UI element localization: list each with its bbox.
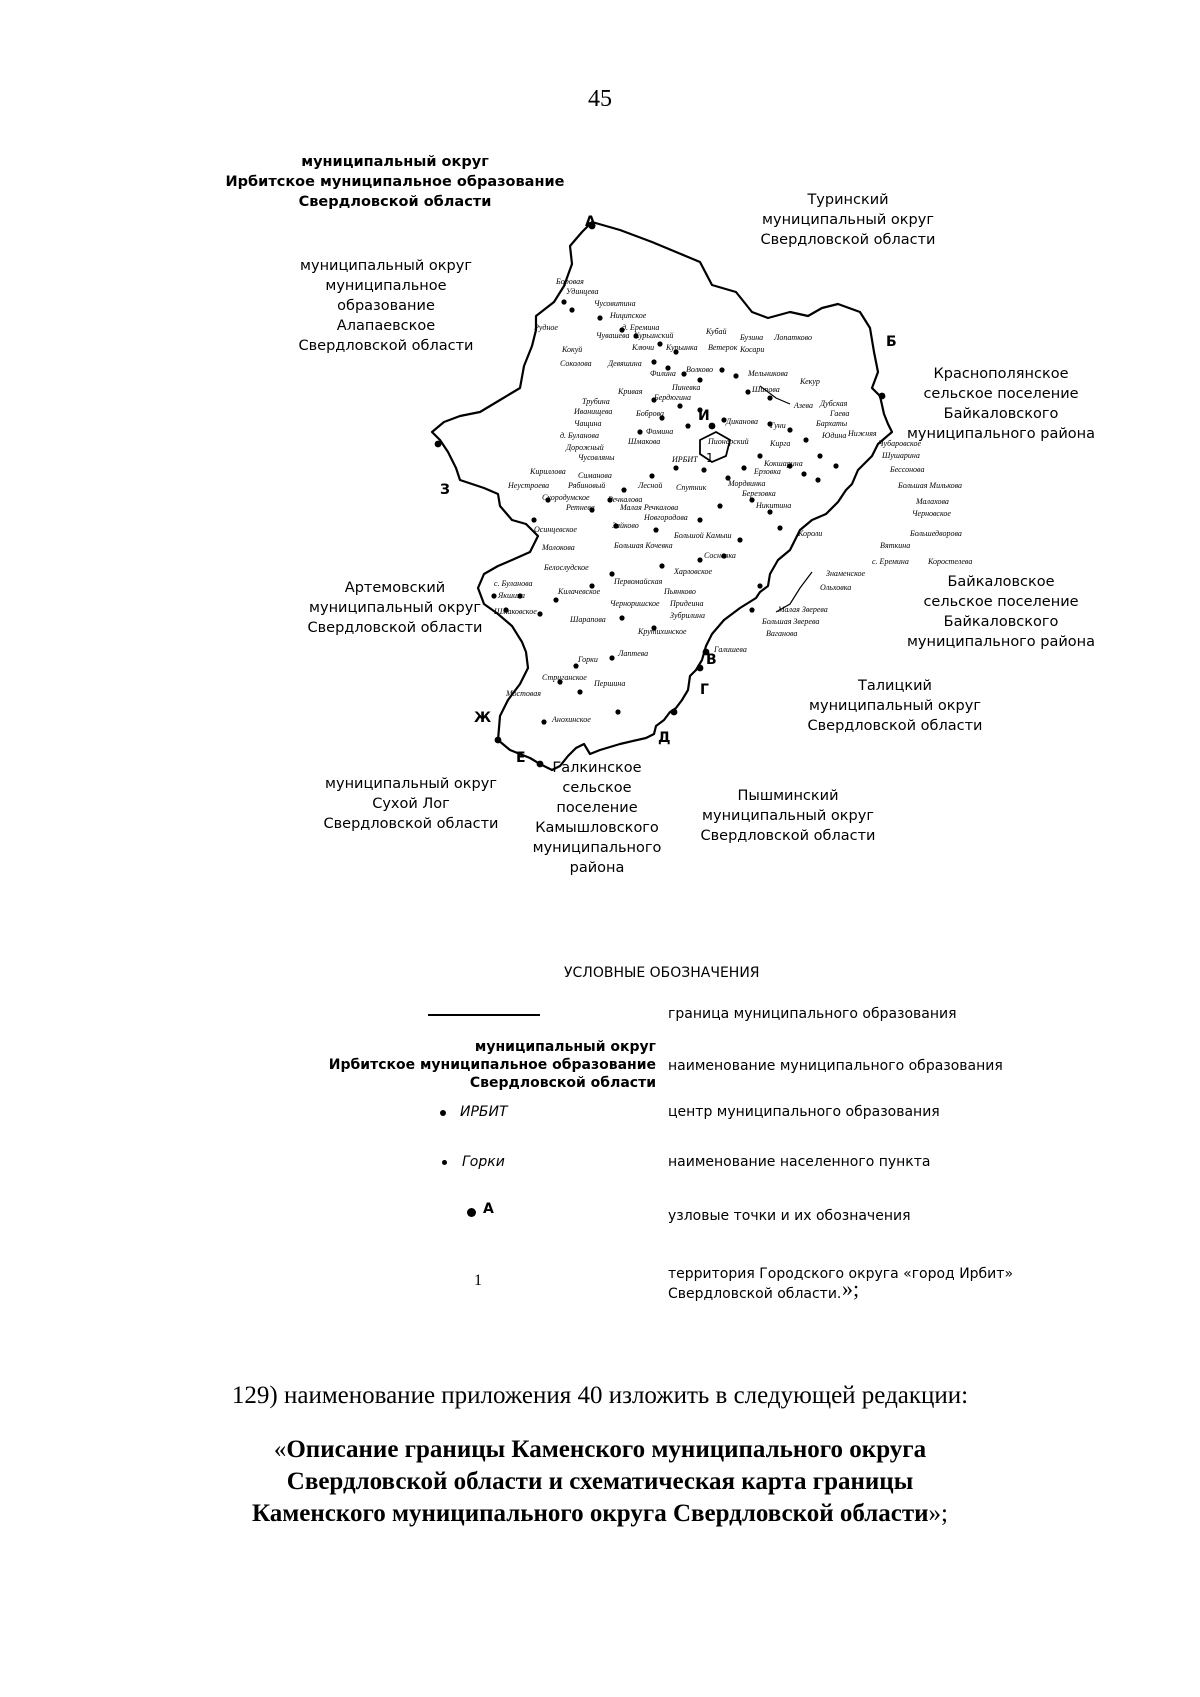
neighbor-pyshminsky bbox=[688, 786, 888, 846]
svg-text:Девяшина: Девяшина bbox=[608, 359, 642, 368]
svg-text:Першина: Першина bbox=[594, 679, 626, 688]
legend-sample-name: муниципальный округ Ирбитское муниципальное образование Свердловской области bbox=[328, 1039, 656, 1091]
svg-text:Соколова: Соколова bbox=[560, 359, 592, 368]
svg-text:И: И bbox=[698, 408, 710, 424]
svg-text:Малая Зверева: Малая Зверева bbox=[778, 605, 828, 614]
svg-text:Скородумское: Скородумское bbox=[542, 493, 590, 502]
legend-desc-node: узловые точки и их обозначения bbox=[668, 1208, 911, 1224]
svg-text:Большой Камыш: Большой Камыш bbox=[674, 531, 732, 540]
svg-text:Волково: Волково bbox=[686, 365, 713, 374]
neighbor-line: муниципальный округ bbox=[309, 600, 481, 616]
svg-text:Кривая: Кривая bbox=[618, 387, 643, 396]
svg-text:Ретнева: Ретнева bbox=[566, 503, 595, 512]
neighbor-turinsky bbox=[738, 190, 958, 250]
neighbor-line: Туринский bbox=[807, 192, 889, 208]
svg-text:Кубай: Кубай bbox=[706, 327, 727, 336]
svg-text:Лаптева: Лаптева bbox=[618, 649, 649, 658]
svg-text:Ерзовка: Ерзовка bbox=[754, 467, 781, 476]
neighbor-line: Пышминский bbox=[737, 788, 839, 804]
svg-text:Юдина: Юдина bbox=[822, 431, 847, 440]
legend-desc-settlement: наименование населенного пункта bbox=[668, 1154, 931, 1170]
svg-text:Лесной: Лесной bbox=[638, 481, 663, 490]
neighbor-line: Байкаловское bbox=[947, 574, 1055, 590]
neighbor-line: муниципальный округ bbox=[762, 212, 934, 228]
svg-text:Пионерский: Пионерский bbox=[708, 437, 749, 446]
neighbor-line: Свердловской области bbox=[760, 232, 936, 248]
svg-text:Пиневка: Пиневка bbox=[672, 383, 701, 392]
svg-text:Чусовляны: Чусовляны bbox=[578, 453, 615, 462]
legend-title: УСЛОВНЫЕ ОБОЗНАЧЕНИЯ bbox=[564, 965, 760, 981]
neighbor-baykalovskoe bbox=[906, 572, 1096, 652]
neighbor-line: Свердловской области bbox=[323, 816, 499, 832]
svg-text:Лопатково: Лопатково bbox=[774, 333, 812, 342]
svg-text:Стриганское: Стриганское bbox=[542, 673, 587, 682]
svg-text:Ваганова: Ваганова bbox=[766, 629, 798, 638]
svg-text:Малая Речкалова: Малая Речкалова bbox=[620, 503, 679, 512]
subject-name-line: Ирбитское муниципальное образование bbox=[225, 174, 565, 190]
svg-text:1: 1 bbox=[706, 451, 714, 465]
svg-text:Бузина: Бузина bbox=[740, 333, 764, 342]
svg-text:Новгородова: Новгородова bbox=[644, 513, 688, 522]
svg-text:Зайково: Зайково bbox=[612, 521, 639, 530]
neighbor-line: сельское bbox=[562, 780, 632, 796]
legend-node-dot bbox=[467, 1208, 476, 1217]
svg-text:Трубина: Трубина bbox=[582, 397, 610, 406]
svg-text:Ж: Ж bbox=[474, 710, 492, 726]
svg-text:Вяткина: Вяткина bbox=[880, 541, 911, 550]
neighbor-artemovsky bbox=[300, 578, 490, 638]
svg-text:Е: Е bbox=[516, 750, 526, 766]
svg-text:Якшина: Якшина bbox=[498, 591, 526, 600]
neighbor-line: Байкаловского bbox=[943, 614, 1059, 630]
svg-text:Шушарина: Шушарина bbox=[882, 451, 920, 460]
subject-name-line: муниципальный округ bbox=[301, 154, 489, 170]
neighbor-line: Свердловской области bbox=[307, 620, 483, 636]
subject-name bbox=[210, 152, 580, 212]
neighbor-line: Артемовский bbox=[344, 580, 446, 596]
svg-text:Мельникова: Мельникова bbox=[748, 369, 788, 378]
svg-text:Боровая: Боровая bbox=[556, 277, 584, 286]
neighbor-line: муниципальное bbox=[325, 278, 447, 294]
svg-text:Азева: Азева bbox=[794, 401, 813, 410]
svg-text:Килачевское: Килачевское bbox=[558, 587, 601, 596]
settlement-labels bbox=[493, 277, 972, 724]
svg-text:Симанова: Симанова bbox=[578, 471, 612, 480]
svg-text:З: З bbox=[440, 482, 450, 498]
legend-desc-boundary: граница муниципального образования bbox=[668, 1006, 957, 1022]
svg-text:Чубаровское: Чубаровское bbox=[878, 439, 921, 448]
neighbor-alapaevskoe bbox=[296, 256, 476, 356]
legend-center-dot bbox=[440, 1110, 446, 1116]
svg-text:д. Еремина: д. Еремина bbox=[622, 323, 660, 332]
neighbor-line: Краснополянское bbox=[933, 366, 1069, 382]
svg-text:Ольховка: Ольховка bbox=[820, 583, 852, 592]
neighbor-line: сельское поселение bbox=[923, 386, 1079, 402]
svg-text:Бердюгина: Бердюгина bbox=[654, 393, 691, 402]
heading-close-quote: »; bbox=[928, 1500, 948, 1527]
svg-text:Рудное: Рудное bbox=[534, 323, 558, 332]
neighbor-line: муниципальный округ bbox=[809, 698, 981, 714]
svg-text:Черноришское: Черноришское bbox=[610, 599, 660, 608]
svg-text:Рябиновый: Рябиновый bbox=[568, 481, 606, 490]
svg-text:Зубрилина: Зубрилина bbox=[670, 611, 705, 620]
svg-text:Спутник: Спутник bbox=[676, 483, 707, 492]
legend-sample-irbit: 1 bbox=[474, 1272, 482, 1289]
svg-text:Нициnское: Нициnское bbox=[610, 311, 647, 320]
svg-text:Филина: Филина bbox=[650, 369, 676, 378]
amendment-text: 129) наименование приложения 40 изложить в следующей редакции: bbox=[231, 1382, 969, 1409]
svg-text:Крутихинское: Крутихинское bbox=[638, 627, 687, 636]
legend-settlement-dot bbox=[442, 1160, 447, 1165]
svg-text:Белослудское: Белослудское bbox=[544, 563, 589, 572]
svg-text:Диканова: Диканова bbox=[726, 417, 759, 426]
svg-text:Ключи: Ключи bbox=[632, 343, 655, 352]
svg-text:Удинцева: Удинцева bbox=[566, 287, 599, 296]
svg-text:Большая Кочевка: Большая Кочевка bbox=[614, 541, 673, 550]
legend-desc-irbit: территория Городского округа «город Ирбит» Свердловской области. bbox=[668, 1266, 1014, 1302]
svg-text:А: А bbox=[585, 214, 596, 230]
svg-text:Д: Д bbox=[658, 730, 671, 746]
svg-text:Шмакова: Шмакова bbox=[628, 437, 661, 446]
svg-text:Сосновка: Сосновка bbox=[704, 551, 736, 560]
neighbor-line: муниципального района bbox=[906, 426, 1096, 442]
svg-text:Иванищева: Иванищева bbox=[574, 407, 613, 416]
svg-text:Горки: Горки bbox=[578, 655, 598, 664]
svg-text:В: В bbox=[706, 652, 717, 668]
svg-text:Анохинское: Анохинское bbox=[552, 715, 591, 724]
heading-line: Каменского муниципального округа Свердловской области bbox=[251, 1500, 929, 1527]
neighbor-line: муниципальный округ bbox=[325, 776, 497, 792]
svg-text:Гуни: Гуни bbox=[770, 421, 786, 430]
svg-text:Шарапова: Шарапова bbox=[570, 615, 606, 624]
svg-text:Коростелева: Коростелева bbox=[928, 557, 973, 566]
svg-text:Шипова: Шипова bbox=[752, 385, 780, 394]
legend-sample-settlement: Горки bbox=[462, 1154, 505, 1170]
neighbor-line: образование bbox=[337, 298, 435, 314]
neighbor-line: муниципального района bbox=[906, 634, 1096, 650]
appendix-heading bbox=[60, 1434, 1140, 1530]
svg-text:с. Буланова: с. Буланова bbox=[494, 579, 533, 588]
heading-line: Свердловской области и схематическая карта границы bbox=[286, 1468, 914, 1495]
settlement-dots bbox=[491, 299, 838, 724]
svg-text:Чувашева: Чувашева bbox=[596, 331, 630, 340]
svg-text:с. Еремина: с. Еремина bbox=[872, 557, 909, 566]
svg-text:Никитина: Никитина bbox=[756, 501, 792, 510]
svg-text:Неустроева: Неустроева bbox=[508, 481, 550, 490]
neighbor-krasnopolyanskoe bbox=[906, 364, 1096, 444]
neighbor-line: Талицкий bbox=[858, 678, 932, 694]
svg-text:Пьянково: Пьянково bbox=[664, 587, 696, 596]
neighbor-line: Свердловской области bbox=[298, 338, 474, 354]
svg-text:Нижняя: Нижняя bbox=[848, 429, 877, 438]
svg-text:Кекур: Кекур bbox=[800, 377, 820, 386]
svg-text:Первомайская: Первомайская bbox=[614, 577, 663, 586]
neighbor-line: муниципальный округ bbox=[702, 808, 874, 824]
svg-text:ИРБИТ: ИРБИТ bbox=[672, 455, 698, 464]
neighbor-line: Алапаевское bbox=[336, 318, 436, 334]
svg-text:Дубская: Дубская bbox=[820, 399, 848, 408]
svg-text:Б: Б bbox=[886, 334, 897, 350]
svg-text:Мостовая: Мостовая bbox=[506, 689, 542, 698]
svg-text:Бархаты: Бархаты bbox=[816, 419, 848, 428]
svg-text:Бессонова: Бессонова bbox=[890, 465, 925, 474]
neighbor-line: поселение bbox=[556, 800, 638, 816]
svg-text:Галишева: Галишева bbox=[714, 645, 747, 654]
svg-text:Кокшарина: Кокшарина bbox=[764, 459, 803, 468]
neighbor-line: сельское поселение bbox=[923, 594, 1079, 610]
legend-sample-center: ИРБИТ bbox=[460, 1104, 508, 1120]
svg-text:Ветерок: Ветерок bbox=[708, 343, 738, 352]
neighbor-line: Сухой Лог bbox=[372, 796, 450, 812]
svg-text:Малахова: Малахова bbox=[916, 497, 949, 506]
svg-text:Березовка: Березовка bbox=[742, 489, 776, 498]
legend-closing-mark: »; bbox=[842, 1276, 860, 1301]
svg-text:Чащина: Чащина bbox=[574, 419, 602, 428]
page-number: 45 bbox=[588, 86, 612, 112]
svg-text:Дорожный: Дорожный bbox=[566, 443, 604, 452]
neighbor-line: муниципального bbox=[532, 840, 662, 856]
svg-text:Речкалова: Речкалова bbox=[608, 495, 643, 504]
legend-boundary-sample bbox=[428, 1014, 540, 1016]
svg-text:д. Буланова: д. Буланова bbox=[560, 431, 599, 440]
svg-text:Г: Г bbox=[700, 682, 709, 698]
subject-name-line: Свердловской области bbox=[298, 194, 492, 210]
svg-text:Кирга: Кирга bbox=[770, 439, 791, 448]
neighbor-sukhoy-log bbox=[316, 774, 506, 834]
neighbor-line: Камышловского bbox=[535, 820, 659, 836]
svg-text:Кириллова: Кириллова bbox=[530, 467, 566, 476]
svg-text:Курьинка: Курьинка bbox=[666, 343, 698, 352]
svg-text:Курьинский: Курьинский bbox=[634, 331, 674, 340]
heading-line: Описание границы Каменского муниципального округа bbox=[286, 1436, 927, 1463]
svg-text:Черновское: Черновское bbox=[912, 509, 951, 518]
svg-text:Молокова: Молокова bbox=[542, 543, 575, 552]
svg-text:Косари: Косари bbox=[740, 345, 765, 354]
svg-text:Мордвинка: Мордвинка bbox=[728, 479, 766, 488]
svg-text:Придеина: Придеина bbox=[670, 599, 704, 608]
neighbor-galkinskoe bbox=[522, 758, 672, 878]
legend-desc-center: центр муниципального образования bbox=[668, 1104, 940, 1120]
svg-text:Большедворова: Большедворова bbox=[910, 529, 962, 538]
neighbor-line: Байкаловского bbox=[943, 406, 1059, 422]
svg-text:Шмаковское: Шмаковское bbox=[494, 607, 537, 616]
neighbor-line: Галкинское bbox=[552, 760, 642, 776]
svg-text:Короли: Короли bbox=[798, 529, 823, 538]
svg-text:Боброва: Боброва bbox=[636, 409, 665, 418]
legend-sample-node: А bbox=[483, 1201, 494, 1217]
svg-text:Большая Милькова: Большая Милькова bbox=[898, 481, 963, 490]
svg-text:Знаменское: Знаменское bbox=[826, 569, 866, 578]
svg-text:Кокуй: Кокуй bbox=[562, 345, 583, 354]
svg-text:Большая Зверева: Большая Зверева bbox=[762, 617, 820, 626]
legend-desc-name: наименование муниципального образования bbox=[668, 1058, 1003, 1074]
neighbor-line: Свердловской области bbox=[700, 828, 876, 844]
svg-text:Осинцевское: Осинцевское bbox=[534, 525, 577, 534]
neighbor-talitsky bbox=[800, 676, 990, 736]
neighbor-line: района bbox=[569, 860, 625, 876]
heading-open-quote: « bbox=[273, 1436, 287, 1463]
neighbor-line: Свердловской области bbox=[807, 718, 983, 734]
neighbor-line: муниципальный округ bbox=[300, 258, 472, 274]
svg-text:Фомина: Фомина bbox=[646, 427, 674, 436]
svg-text:Гаева: Гаева bbox=[830, 409, 850, 418]
svg-text:Харловское: Харловское bbox=[674, 567, 713, 576]
svg-text:Чусовитина: Чусовитина bbox=[594, 299, 636, 308]
